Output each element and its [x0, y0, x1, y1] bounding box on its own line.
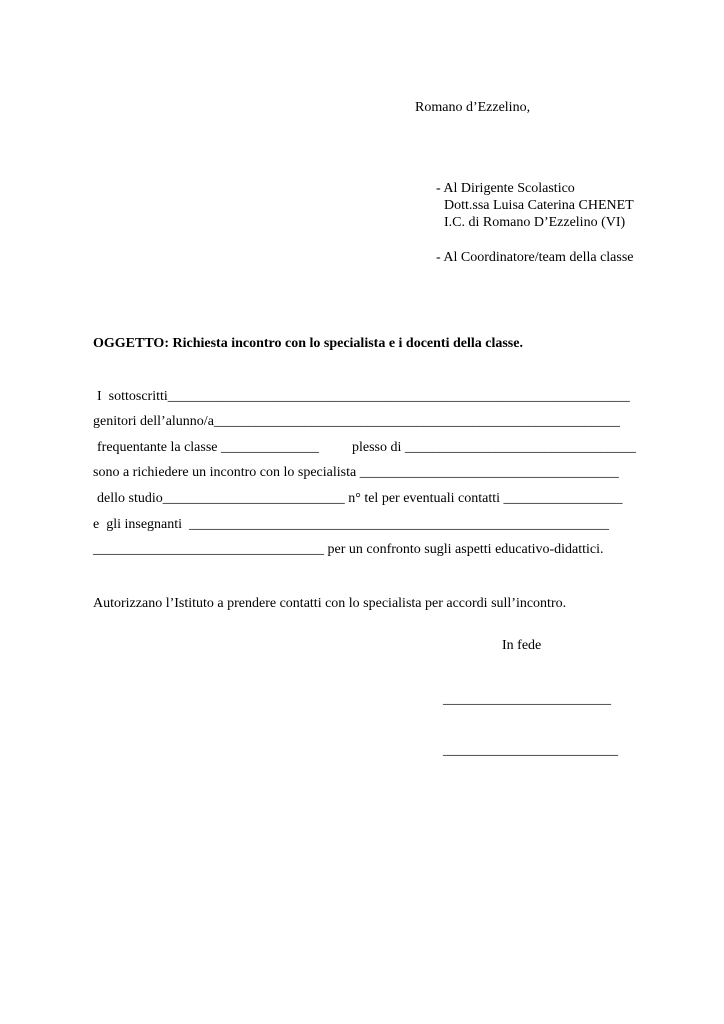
signature-line-1: ________________________: [443, 692, 611, 707]
body-line-plesso: plesso di _________________________________: [352, 440, 636, 455]
body-line-insegnanti: e gli insegnanti ____________________________________________________________: [93, 517, 610, 532]
recipient-line-3: I.C. di Romano D’Ezzelino (VI): [444, 215, 626, 230]
body-line-confronto: _________________________________ per un confronto sugli aspetti educativo-didattici.: [93, 542, 604, 557]
recipient-line-2: Dott.ssa Luisa Caterina CHENET: [444, 198, 634, 213]
recipient-line-4: - Al Coordinatore/team della classe: [436, 250, 634, 265]
body-line-sottoscritti: I sottoscritti__________________________________________________________________: [97, 389, 630, 404]
body-line-classe: frequentante la classe ______________: [97, 440, 319, 455]
subject-line: OGGETTO: Richiesta incontro con lo specialista e i docenti della classe.: [93, 336, 523, 351]
place-date: Romano d’Ezzelino,: [415, 100, 531, 115]
recipient-line-1: - Al Dirigente Scolastico: [436, 181, 575, 196]
closing-in-fede: In fede: [502, 638, 542, 653]
authorization-line: Autorizzano l’Istituto a prendere contatti con lo specialista per accordi sull’incontro.: [93, 596, 567, 611]
body-line-specialista: sono a richiedere un incontro con lo specialista _____________________________________: [93, 465, 619, 480]
body-line-genitori: genitori dell’alunno/a__________________________________________________________: [93, 414, 620, 429]
body-line-studio: dello studio__________________________ n° tel per eventuali contatti _________________: [97, 491, 623, 506]
signature-line-2: _________________________: [443, 743, 618, 758]
